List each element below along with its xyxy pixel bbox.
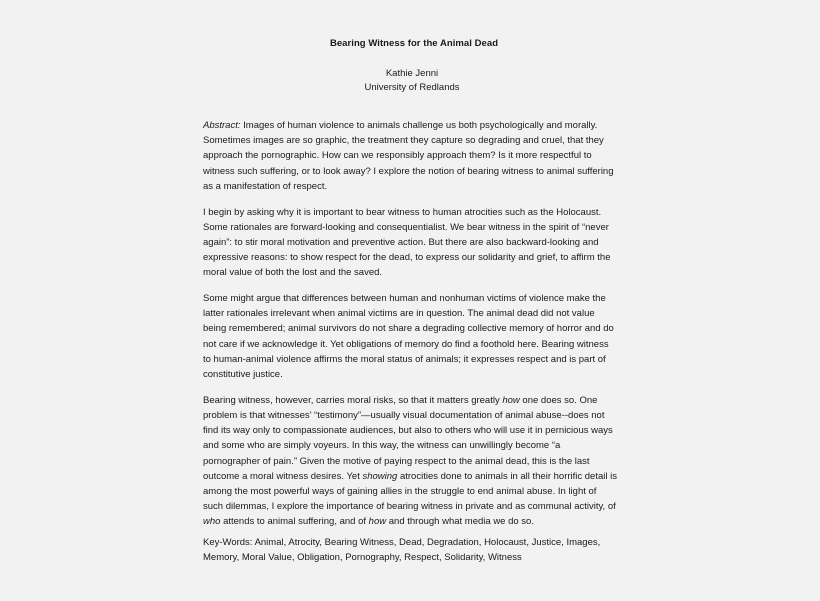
text-run: one does so. One problem is that witnesses’ “testimony”—usually visual documentation of animal abuse--does not find its way only to compassionate audiences, but also to others who will use it in pernicious ways and some who are simply voyeurs. In this way, the witness can unwillingly become “a pornographer of pain.” Given the motive of paying respect to the animal dead, this is the last outcome a moral witness desires. Yet — [203, 394, 613, 482]
body-paragraph-2: Some might argue that differences between human and nonhuman victims of violence make the latter rationales irrelevant when animal victims are in question. The animal dead did not value being remembered; animal survivors do not share a degrading collective memory of horror and do not care if we acknowledge it. Yet obligations of memory do find a foothold here. Bearing witness to human-animal violence affirms the moral status of animals; it expresses respect and is part of constitutive justice. — [203, 293, 614, 381]
author-name: Kathie Jenni — [385, 68, 439, 79]
document-title: Bearing Witness for the Animal Dead — [329, 38, 499, 49]
abstract-text: Images of human violence to animals challenge us both psychologically and morally. Sometimes images are so graphic, the treatment they capture so degrading and cruel, that they approach the pornographic. How can we responsibly approach them? Is it more respectful to witness such suffering, or to look away? I explore the notion of bearing witness to animal suffering as a manifestation of respect. — [203, 120, 614, 192]
text-run: Bearing witness, however, carries moral risks, so that it matters greatly — [203, 394, 503, 406]
text-run: atrocities done to animals in all their horrific detail is among the most powerful ways of gaining allies in the struggle to end animal abuse. In light of such dilemmas, I explore the importance of bearing witness in private and as communal activity, of — [203, 470, 617, 513]
author-affiliation: University of Redlands — [364, 82, 460, 93]
keywords-line: Key-Words: Animal, Atrocity, Bearing Witness, Dead, Degradation, Holocaust, Justice, Images, Memory, Moral Value, Obligation, Pornography, Respect, Solidarity, Witness — [203, 537, 601, 563]
document-body — [203, 118, 619, 540]
author-block — [0, 67, 820, 95]
body-paragraph-3 — [203, 393, 619, 530]
body-paragraph-1: I begin by asking why it is important to bear witness to human atrocities such as the Holocaust. Some rationales are forward-looking and consequentialist. We bear witness in the spirit of “never again”: to stir moral motivation and preventive action. But there are also backward-looking and expressive reasons: to show respect for the dead, to express our solidarity and grief, to affirm the moral value of both the lost and the saved. — [203, 206, 611, 279]
emphasis: showing — [362, 470, 398, 482]
emphasis: how — [368, 516, 387, 528]
abstract-label: Abstract: — [203, 120, 241, 131]
text-run: and through what media we do so. — [386, 516, 534, 528]
emphasis: who — [203, 516, 221, 528]
emphasis: how — [502, 394, 520, 406]
abstract-paragraph — [203, 118, 619, 194]
text-run: attends to animal suffering, and of — [220, 516, 369, 528]
